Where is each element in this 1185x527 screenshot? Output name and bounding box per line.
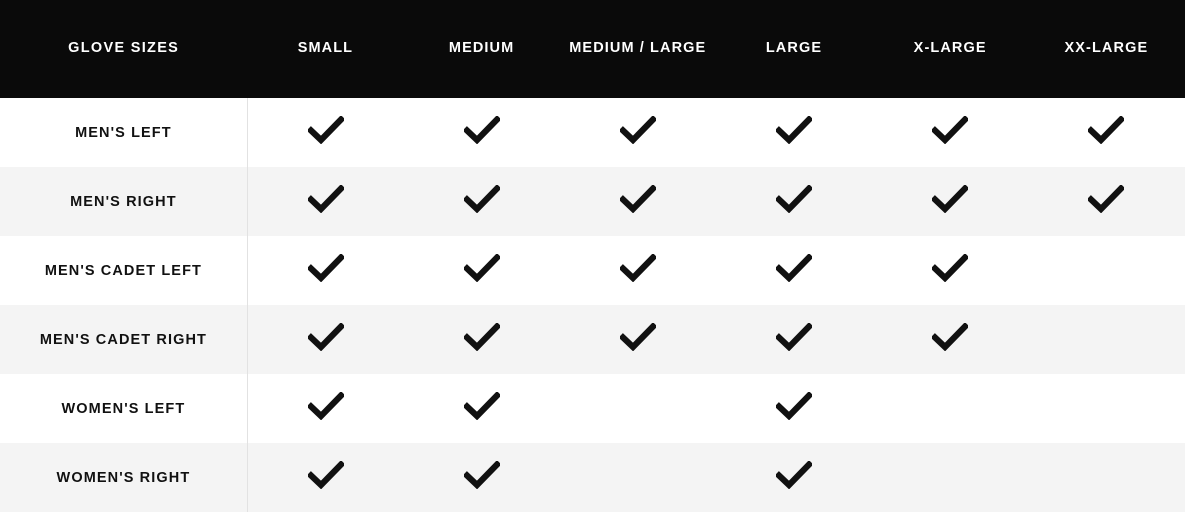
row-label: MEN'S CADET LEFT (0, 236, 247, 305)
cell-availability (1028, 374, 1184, 443)
cell-availability (560, 443, 716, 512)
cell-availability (404, 443, 560, 512)
cell-availability (247, 305, 403, 374)
cell-availability (1028, 305, 1184, 374)
check-icon (776, 392, 812, 420)
check-icon (620, 116, 656, 144)
check-icon (932, 116, 968, 144)
cell-availability (872, 98, 1028, 167)
check-icon (932, 323, 968, 351)
cell-availability (247, 236, 403, 305)
check-icon (776, 185, 812, 213)
check-icon (464, 461, 500, 489)
cell-availability (716, 98, 872, 167)
cell-empty (637, 481, 638, 482)
cell-availability (1028, 443, 1184, 512)
check-icon (932, 254, 968, 282)
cell-availability (247, 98, 403, 167)
table-row (0, 305, 1185, 374)
header-row (0, 0, 1185, 98)
check-icon (308, 392, 344, 420)
table-header (0, 0, 1185, 98)
cell-availability (560, 167, 716, 236)
cell-availability (404, 167, 560, 236)
check-icon (464, 323, 500, 351)
cell-availability (1028, 167, 1184, 236)
cell-empty (1106, 412, 1107, 413)
cell-empty (950, 412, 951, 413)
table-row (0, 443, 1185, 512)
cell-availability (872, 236, 1028, 305)
row-label: WOMEN'S RIGHT (0, 443, 247, 512)
row-label: MEN'S RIGHT (0, 167, 247, 236)
column-header-glove-sizes: GLOVE SIZES (0, 0, 247, 98)
check-icon (464, 185, 500, 213)
row-label: WOMEN'S LEFT (0, 374, 247, 443)
check-icon (776, 116, 812, 144)
check-icon (1088, 185, 1124, 213)
cell-availability (560, 305, 716, 374)
check-icon (308, 254, 344, 282)
cell-availability (872, 443, 1028, 512)
cell-availability (716, 167, 872, 236)
row-label: MEN'S LEFT (0, 98, 247, 167)
check-icon (776, 254, 812, 282)
cell-availability (404, 236, 560, 305)
check-icon (776, 461, 812, 489)
cell-availability (247, 443, 403, 512)
cell-availability (404, 98, 560, 167)
cell-empty (950, 481, 951, 482)
cell-availability (872, 167, 1028, 236)
check-icon (464, 116, 500, 144)
cell-availability (247, 167, 403, 236)
cell-availability (716, 443, 872, 512)
column-header-large: LARGE (716, 0, 872, 98)
column-header-medium: MEDIUM (404, 0, 560, 98)
row-label: MEN'S CADET RIGHT (0, 305, 247, 374)
check-icon (308, 461, 344, 489)
cell-empty (1106, 274, 1107, 275)
check-icon (620, 254, 656, 282)
cell-empty (1106, 343, 1107, 344)
check-icon (1088, 116, 1124, 144)
cell-availability (404, 305, 560, 374)
cell-availability (716, 305, 872, 374)
column-header-x-large: X-LARGE (872, 0, 1028, 98)
table-body (0, 98, 1185, 512)
cell-availability (716, 374, 872, 443)
table-row (0, 98, 1185, 167)
check-icon (620, 185, 656, 213)
column-header-xx-large: XX-LARGE (1028, 0, 1184, 98)
cell-empty (1106, 481, 1107, 482)
check-icon (932, 185, 968, 213)
table-row (0, 374, 1185, 443)
cell-availability (560, 236, 716, 305)
check-icon (776, 323, 812, 351)
cell-availability (872, 305, 1028, 374)
cell-availability (872, 374, 1028, 443)
cell-availability (560, 98, 716, 167)
check-icon (464, 392, 500, 420)
check-icon (620, 323, 656, 351)
cell-availability (560, 374, 716, 443)
check-icon (308, 323, 344, 351)
check-icon (308, 185, 344, 213)
cell-availability (716, 236, 872, 305)
column-header-medium-large: MEDIUM / LARGE (560, 0, 716, 98)
cell-empty (637, 412, 638, 413)
cell-availability (247, 374, 403, 443)
check-icon (464, 254, 500, 282)
cell-availability (1028, 236, 1184, 305)
cell-availability (404, 374, 560, 443)
cell-availability (1028, 98, 1184, 167)
table-row (0, 167, 1185, 236)
check-icon (308, 116, 344, 144)
column-header-small: SMALL (247, 0, 403, 98)
table-row (0, 236, 1185, 305)
